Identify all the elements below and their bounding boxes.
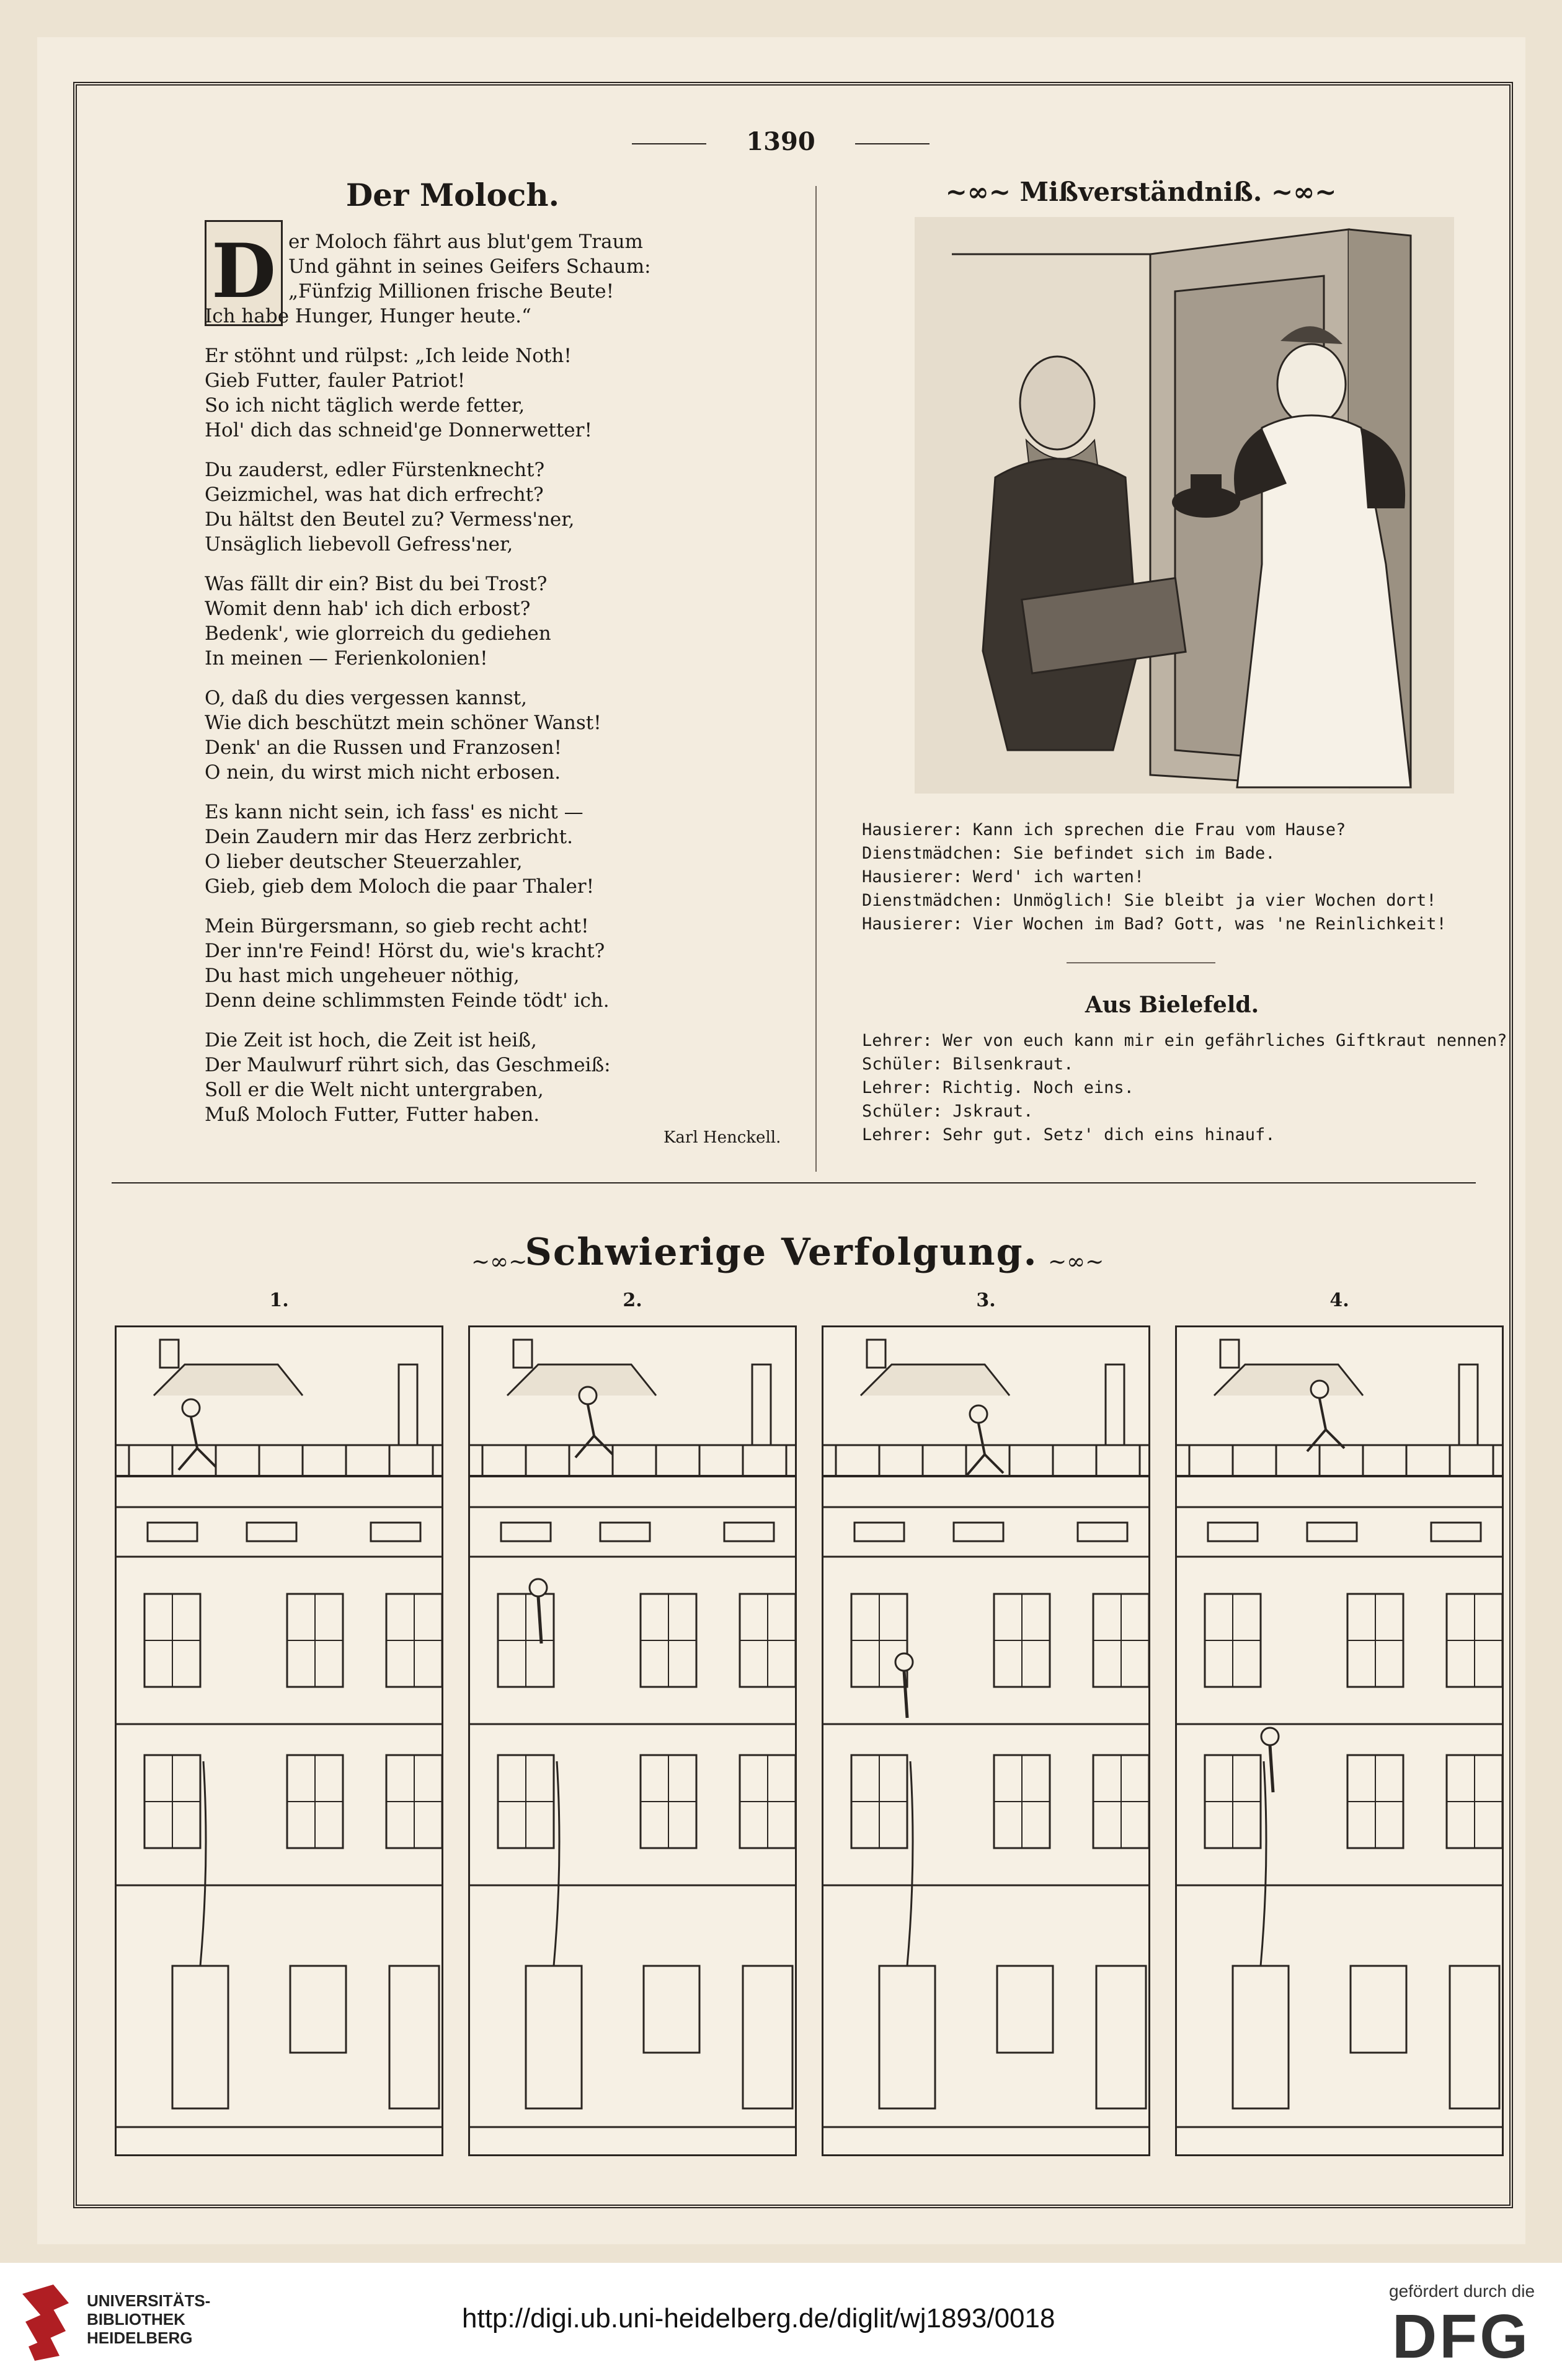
poem-line: er Moloch fährt aus blut'gem Traum xyxy=(288,231,643,253)
poem-line: O lieber deutscher Steuerzahler, xyxy=(205,851,523,873)
cartoon-dialog xyxy=(862,818,1513,936)
poem-line: Die Zeit ist hoch, die Zeit ist heiß, xyxy=(205,1029,537,1051)
cartoon-title-text: Mißverständniß. xyxy=(1019,177,1262,207)
poem-line: Dein Zaudern mir das Herz zerbricht. xyxy=(205,826,573,848)
poem-line: In meinen — Ferienkolonien! xyxy=(205,647,488,670)
column-divider xyxy=(815,186,817,1172)
building-drawing xyxy=(117,1327,442,2154)
poem-body xyxy=(205,229,800,1142)
poem-stanza xyxy=(205,229,800,329)
poem-line: Du zauderst, edler Fürstenknecht? xyxy=(205,459,545,481)
flourish-right: ~∞~ xyxy=(1262,177,1337,207)
poem-line: O, daß du dies vergessen kannst, xyxy=(205,687,527,709)
poem-line: Womit denn hab' ich dich erbost? xyxy=(205,598,531,620)
funding-note: gefördert durch die xyxy=(1389,2281,1535,2301)
poem-author: Karl Henckell. xyxy=(663,1128,781,1147)
comic-panel xyxy=(468,1325,797,2156)
flourish-right: ~∞~ xyxy=(1048,1249,1104,1275)
dialog-line: Schüler: Jskraut. xyxy=(862,1102,1034,1121)
poem-stanza xyxy=(205,1028,800,1127)
poem-title: Der Moloch. xyxy=(345,177,560,213)
comic-panel xyxy=(115,1325,443,2156)
poem-line: So ich nicht täglich werde fetter, xyxy=(205,394,525,417)
dialog-line: Hausierer: Vier Wochen im Bad? Gott, was 'ne Reinlichkeit! xyxy=(862,914,1447,934)
building-drawing xyxy=(470,1327,795,2154)
panel-number: 4. xyxy=(1329,1290,1349,1311)
comic-panel xyxy=(822,1325,1150,2156)
comic-panel xyxy=(1175,1325,1504,2156)
poem-line: Denn deine schlimmsten Feinde tödt' ich. xyxy=(205,989,610,1012)
poem-line: Du hast mich ungeheuer nöthig, xyxy=(205,965,520,987)
poem-line: Muß Moloch Futter, Futter haben. xyxy=(205,1104,540,1126)
cartoon-illustration xyxy=(915,217,1454,794)
poem-line: Gieb, gieb dem Moloch die paar Thaler! xyxy=(205,875,595,898)
library-name xyxy=(87,2291,210,2347)
poem-line: Geizmichel, was hat dich erfrecht? xyxy=(205,484,544,506)
poem-line: Denk' an die Russen und Franzosen! xyxy=(205,737,562,759)
poem-stanza xyxy=(205,458,800,557)
document-url[interactable]: http://digi.ub.uni-heidelberg.de/diglit/wj1893/0018 xyxy=(462,2303,1055,2334)
poem-stanza xyxy=(205,343,800,443)
poem-line: Wie dich beschützt mein schöner Wanst! xyxy=(205,712,601,734)
dialog-line: Lehrer: Richtig. Noch eins. xyxy=(862,1078,1134,1097)
poem-line: „Fünfzig Millionen frische Beute! xyxy=(288,280,615,303)
poem-line: Hol' dich das schneid'ge Donnerwetter! xyxy=(205,419,592,441)
comic-title: Schwierige Verfolgung. xyxy=(525,1231,1038,1274)
building-drawing xyxy=(1177,1327,1502,2154)
poem-line: Unsäglich liebevoll Gefress'ner, xyxy=(205,533,513,555)
poem-line: Der Maulwurf rührt sich, das Geschmeiß: xyxy=(205,1054,611,1076)
poem-line: Mein Bürgersmann, so gieb recht acht! xyxy=(205,915,589,937)
library-line: BIBLIOTHEK xyxy=(87,2310,185,2329)
poem-line: Er stöhnt und rülpst: „Ich leide Noth! xyxy=(205,345,572,367)
comic-strip xyxy=(115,1290,1504,2182)
section-divider xyxy=(1067,962,1215,963)
dialog-line: Lehrer: Wer von euch kann mir ein gefährliches Giftkraut nennen? xyxy=(862,1031,1507,1050)
poem-stanza xyxy=(205,686,800,785)
page-number: 1390 xyxy=(719,127,843,156)
panel-number: 2. xyxy=(623,1290,642,1311)
flourish-left: ~∞~ xyxy=(945,177,1020,207)
poem-line: Bedenk', wie glorreich du gediehen xyxy=(205,622,551,645)
university-seal-icon xyxy=(16,2281,74,2362)
poem-line: Was fällt dir ein? Bist du bei Trost? xyxy=(205,573,548,595)
dfg-logo: DFG xyxy=(1392,2302,1531,2371)
panel-number: 1. xyxy=(269,1290,289,1311)
library-line: UNIVERSITÄTS- xyxy=(87,2291,211,2310)
cartoon-title xyxy=(862,177,1420,207)
poem-line: Soll er die Welt nicht untergraben, xyxy=(205,1079,544,1101)
dialog-line: Lehrer: Sehr gut. Setz' dich eins hinauf. xyxy=(862,1125,1276,1144)
library-line: HEIDELBERG xyxy=(87,2329,193,2347)
dialog-line: Hausierer: Werd' ich warten! xyxy=(862,867,1145,887)
poem-stanza xyxy=(205,572,800,671)
poem-line: Du hältst den Beutel zu? Vermess'ner, xyxy=(205,508,575,531)
panel-number: 3. xyxy=(976,1290,996,1311)
flourish-left: ~∞~ xyxy=(471,1249,528,1275)
dialog-line: Schüler: Bilsenkraut. xyxy=(862,1055,1074,1074)
dialog-line: Dienstmädchen: Sie befindet sich im Bade. xyxy=(862,844,1276,863)
building-drawing xyxy=(823,1327,1148,2154)
poem-stanza xyxy=(205,800,800,899)
poem-initial: D xyxy=(205,220,283,326)
poem-line: Der inn're Feind! Hörst du, wie's kracht? xyxy=(205,940,605,962)
poem-line: Ich habe Hunger, Hunger heute.“ xyxy=(205,305,531,327)
viewer-footer xyxy=(0,2263,1562,2380)
dialog-line: Hausierer: Kann ich sprechen die Frau vom Hause? xyxy=(862,820,1346,839)
dialog-line: Dienstmädchen: Unmöglich! Sie bleibt ja vier Wochen dort! xyxy=(862,891,1437,910)
poem-line: Es kann nicht sein, ich fass' es nicht — xyxy=(205,801,584,823)
bielefeld-dialog xyxy=(862,1029,1513,1147)
poem-line: Und gähnt in seines Geifers Schaum: xyxy=(288,255,651,278)
poem-line: O nein, du wirst mich nicht erbosen. xyxy=(205,761,561,784)
horizontal-divider xyxy=(112,1182,1476,1183)
poem-line: Gieb Futter, fauler Patriot! xyxy=(205,369,466,392)
poem-stanza xyxy=(205,914,800,1013)
bielefeld-title: Aus Bielefeld. xyxy=(1085,992,1259,1018)
